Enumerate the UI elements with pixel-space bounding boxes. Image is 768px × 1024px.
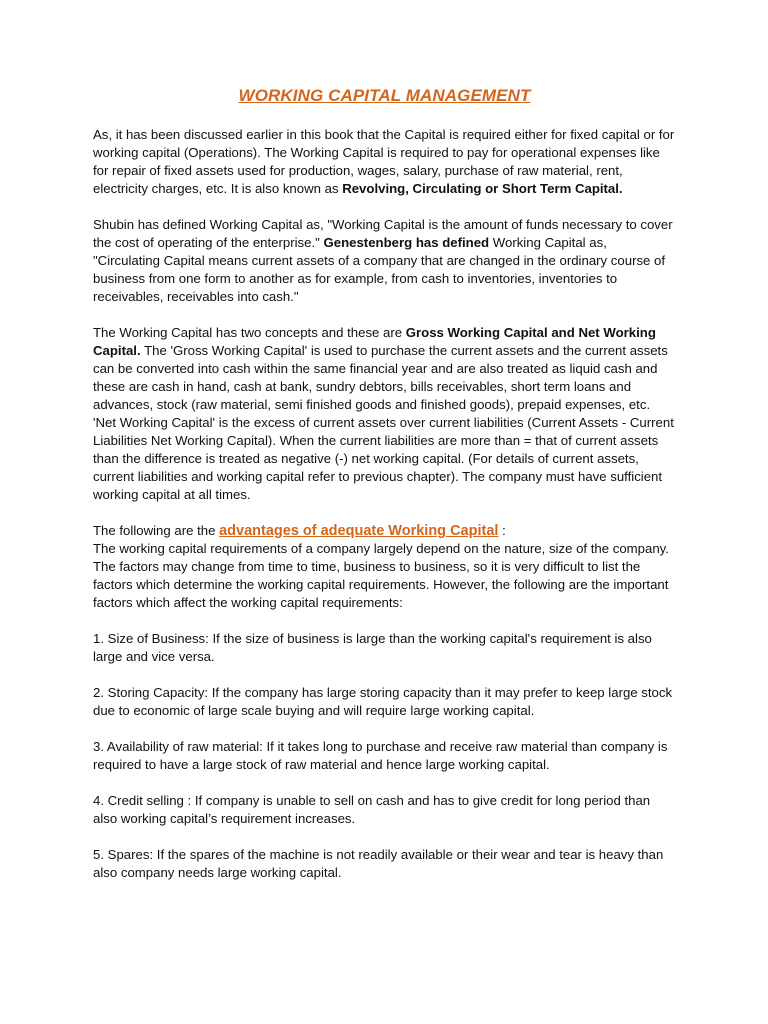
list-item: 1. Size of Business: If the size of business is large than the working capital's requirement is also large and vice versa. — [93, 631, 652, 664]
paragraph-text: The Working Capital has two concepts and these are — [93, 325, 406, 340]
paragraph-text: The following are the — [93, 523, 220, 538]
paragraph-text: Working Capital as, "Circulating Capital means current assets of a company that are changed in the ordinary course of business from one form to another as for example, from cash to inventories, inventories to receivables, receivables into cash." — [93, 235, 666, 304]
advantages-link[interactable]: advantages of adequate Working Capital — [219, 523, 499, 539]
bold-term: Gross Working Capital and Net Working Capital. — [93, 325, 656, 358]
list-item: 3. Availability of raw material: If it takes long to purchase and receive raw material than company is required to have a large stock of raw material and hence large working capital. — [93, 739, 668, 772]
list-item: 2. Storing Capacity: If the company has large storing capacity than it may prefer to keep large stock due to economic of large scale buying and will require large working capital. — [93, 685, 673, 718]
list-item: 5. Spares: If the spares of the machine is not readily available or their wear and tear is heavy than also company needs large working capital. — [93, 847, 664, 880]
paragraph-advantages-intro — [93, 522, 676, 540]
paragraph-text: As, it has been discussed earlier in this book that the Capital is required either for fixed capital or for working capital (Operations). The Working Capital is required to pay for operational expenses like for repair of fixed assets used for production, wages, salary, purchase of raw material, rent, electricity charges, etc. It is also known as — [93, 127, 675, 196]
bold-term: Revolving, Circulating or Short Term Capital. — [342, 181, 623, 196]
list-item: 4. Credit selling : If company is unable to sell on cash and has to give credit for long period than also working capital’s requirement increases. — [93, 793, 651, 826]
page-title: WORKING CAPITAL MANAGEMENT — [238, 86, 531, 105]
paragraph-definitions — [93, 216, 676, 306]
bold-term: Genestenberg has defined — [323, 235, 490, 250]
paragraph-text: Shubin has defined Working Capital as, "Working Capital is the amount of funds necessary to cover the cost of operating of the enterprise." — [93, 217, 673, 250]
paragraph-requirements — [93, 540, 676, 612]
paragraph-text: : — [498, 523, 506, 538]
paragraph-introduction — [93, 126, 676, 198]
paragraph-text: The 'Gross Working Capital' is used to purchase the current assets and the current assets can be converted into cash within the same financial year and are also treated as liquid cash and these are cash in hand, cash at bank, sundry debtors, bills receivables, short term loans and advances, stock (raw material, semi finished goods and finished goods), prepaid expenses, etc. 'Net Working Capital' is the excess of current assets over current liabilities (Current Assets - Current Liabilities Net Working Capital). When the current liabilities are more than = that of current assets than the difference is treated as negative (-) net working capital. (For details of current assets, current liabilities and working capital refer to previous chapter). The company must have sufficient working capital at all times. — [93, 343, 674, 502]
paragraph-concepts — [93, 324, 676, 504]
paragraph-text: The working capital requirements of a company largely depend on the nature, size of the company. The factors may change from time to time, business to business, so it is very difficult to list the factors which determine the working capital requirements. However, the following are the important factors which affect the working capital requirements: — [93, 541, 669, 610]
